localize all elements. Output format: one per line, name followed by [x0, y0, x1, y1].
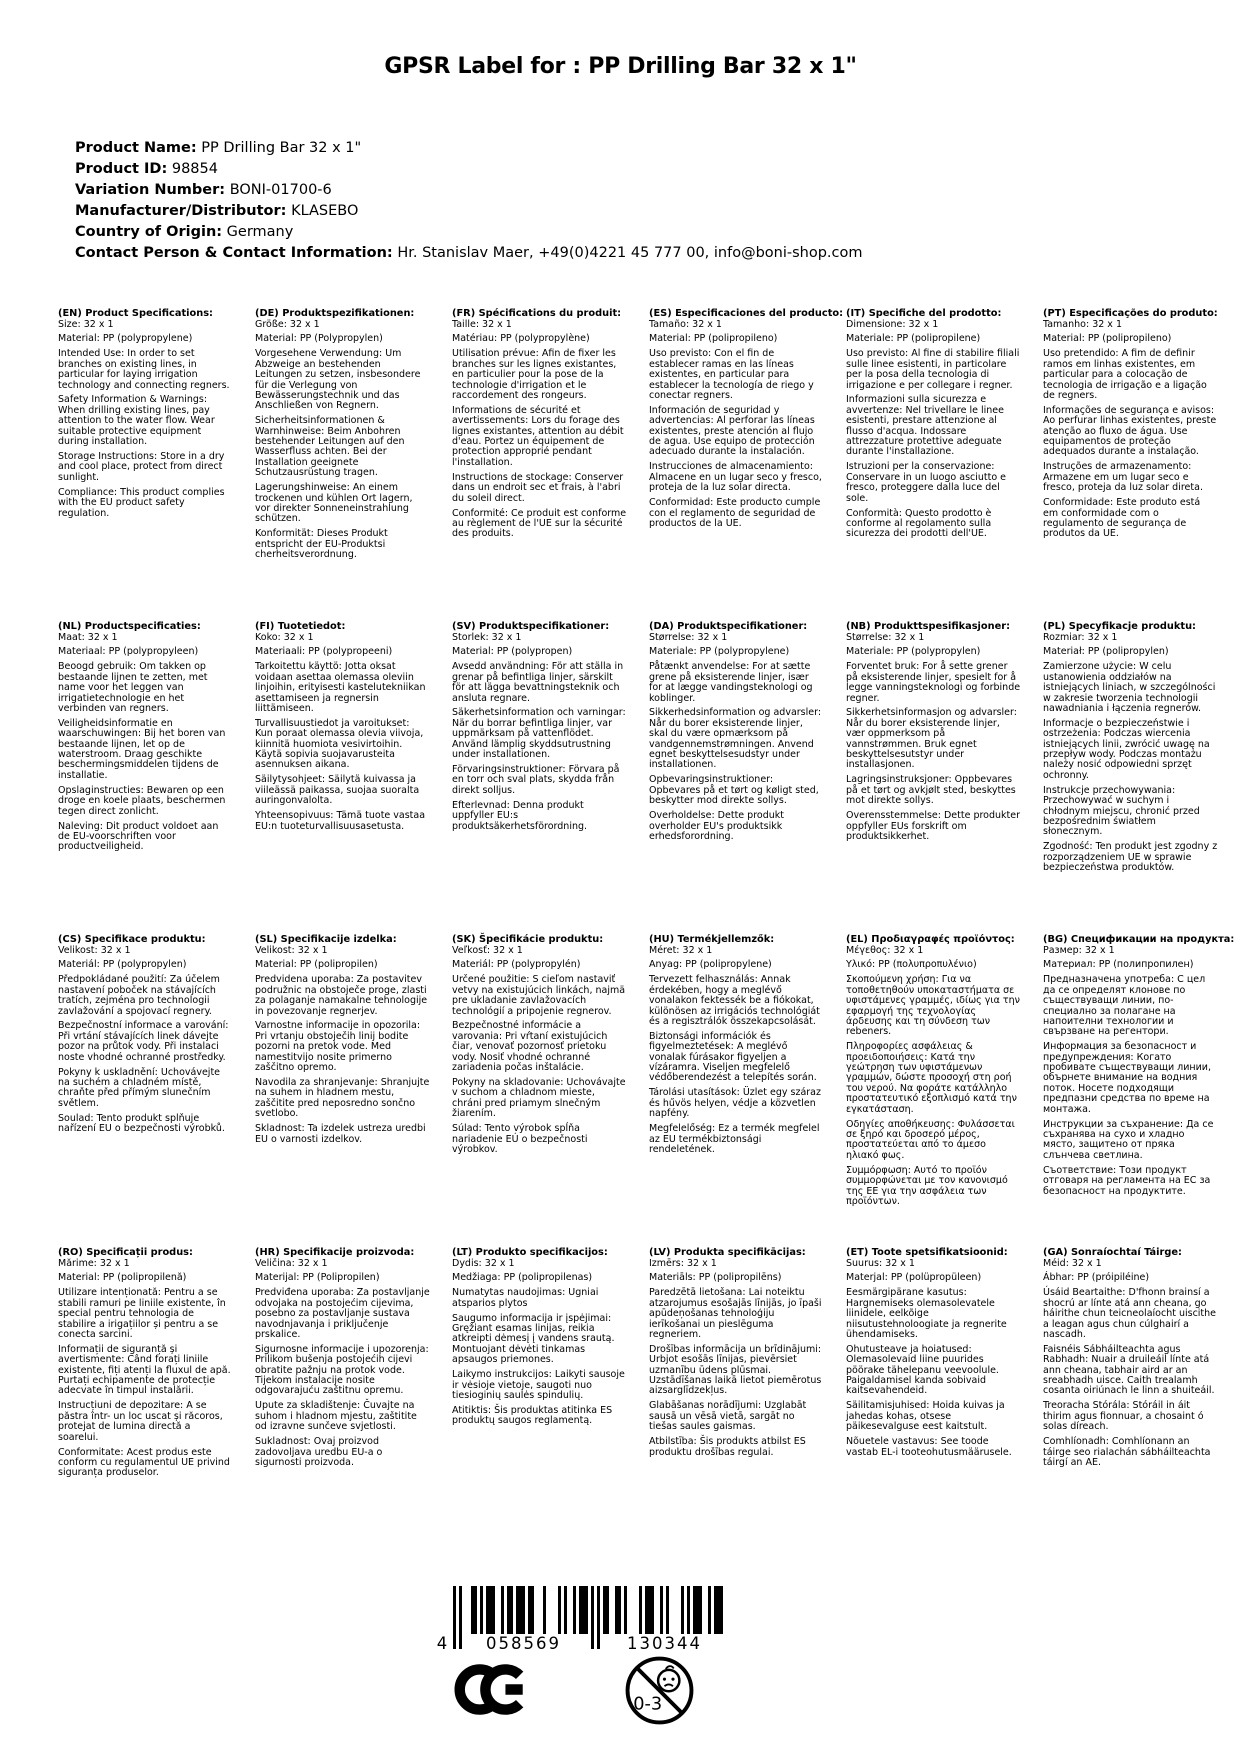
- spec-paragraph: Tervezett felhasználás: Annak érdekében, hogy a meglévő vonalakon fektessék be a fiókokat, különösen az irrigációs technológiát és a regisztrálók összekapcsolását.: [649, 974, 820, 1027]
- spec-paragraph: Materjal: PP (polüpropüleen): [846, 1272, 982, 1284]
- language-block-heading: (GA) Sonraíochtaí Táirge:: [1043, 1247, 1182, 1258]
- spec-paragraph: Informations de sécurité et avertissements: Lors du forage des lignes existantes, attention au débit d'eau. Portez un équipement de protection approprié pendant l'installation.: [452, 404, 624, 468]
- spec-paragraph: Navodila za shranjevanje: Shranjujte na suhem in hladnem mestu, zaščitite pred neposredno sončno svetlobo.: [255, 1076, 430, 1120]
- age-warning-text: 0-3: [633, 1694, 663, 1715]
- spec-paragraph: Förvaringsinstruktioner: Förvara på en torr och sval plats, skydda från direkt solljus.: [452, 763, 620, 796]
- svg-text:130344: 130344: [627, 1634, 702, 1653]
- language-block-heading: (CS) Specifikace produktu:: [58, 934, 206, 945]
- spec-paragraph: Naleving: Dit product voldoet aan de EU-voorschriften voor productveiligheid.: [58, 820, 219, 853]
- spec-paragraph: Conformidad: Este producto cumple con el reglamento de seguridad de productos de la UE.: [649, 497, 821, 529]
- spec-paragraph: Velikost: 32 x 1: [58, 944, 131, 956]
- spec-paragraph: Materiāls: PP (polipropilēns): [649, 1272, 782, 1284]
- spec-paragraph: Pokyny na skladovanie: Uchovávajte v suchom a chladnom mieste, chráni pred priamym slnečným žiarením.: [452, 1076, 626, 1120]
- language-block-it: [846, 308, 1021, 621]
- spec-paragraph: Glabāšanas norādījumi: Uzglabāt sausā un vēsā vietā, sargāt no tiešas saules gaismas.: [649, 1400, 807, 1433]
- spec-paragraph: Saugumo informacija ir įspėjimai: Gręžiant esamas linijas, reikia atkreipti dėmesį į vandens srautą. Montuojant dėvėti tinkamas apsaugos priemones.: [452, 1312, 615, 1366]
- product-info-label: Country of Origin:: [75, 224, 223, 240]
- spec-paragraph: Предназначена употреба: С цел да се определят клонове по съществуващи линии, по-специално за полагане на напоителни технологии и свързване на регентори.: [1043, 974, 1206, 1038]
- svg-text:058569: 058569: [486, 1634, 561, 1653]
- spec-paragraph: Ábhar: PP (próipiléine): [1043, 1272, 1150, 1284]
- spec-paragraph: Instrukcje przechowywania: Przechowywać w suchym i chłodnym miejscu, chronić przed bezpośrednim światłem słonecznym.: [1043, 784, 1200, 838]
- spec-paragraph: Информация за безопасност и предупреждения: Когато пробивате съществуващи линии, обърнете внимание на водния поток. Носете подходящи предпазни средства по време на монтажа.: [1043, 1041, 1211, 1115]
- spec-paragraph: Material: PP (polipropilenă): [58, 1272, 187, 1284]
- spec-paragraph: Bezpečnostné informácie a varovania: Pri vŕtaní existujúcich čiar, venovať pozornosť prietoku vody. Nosiť vhodné ochranné zariadenia počas inštalácie.: [452, 1020, 608, 1074]
- language-block-lv: [649, 1247, 824, 1560]
- spec-paragraph: Eesmärgipärane kasutus: Hargnemiseks olemasolevatele liinidele, eelkõige niisutustehnoloogiate ja regnerite ühendamiseks.: [846, 1287, 1007, 1340]
- spec-paragraph: Størrelse: 32 x 1: [846, 631, 925, 643]
- product-info-row: [75, 243, 863, 264]
- language-block-de: [255, 308, 430, 621]
- language-block-pl: [1043, 621, 1218, 934]
- language-block-es: [649, 308, 844, 621]
- spec-paragraph: Zamierzone użycie: W celu ustanowienia oddziałów na istniejących liniach, w szczególności w zakresie tworzenia technologii nawadniania i łączenia regnerów.: [1043, 661, 1216, 714]
- language-block-el: [846, 934, 1021, 1247]
- spec-paragraph: Upute za skladištenje: Čuvajte na suhom i hladnom mjestu, zaštitite od izravne sunčeve svjetlosti.: [255, 1400, 417, 1433]
- language-block-nb: [846, 621, 1021, 934]
- spec-paragraph: Размер: 32 x 1: [1043, 944, 1115, 956]
- spec-paragraph: Drošības informācija un brīdinājumi: Urbjot esošās līnijas, pievērsiet uzmanību ūdens plūsmai. Uzstādīšanas laikā lietot piemērotus aizsarglīdzekļus.: [649, 1343, 822, 1397]
- spec-paragraph: Taille: 32 x 1: [452, 318, 512, 330]
- ce-mark-icon: [452, 1663, 534, 1720]
- spec-paragraph: Sukladnost: Ovaj proizvod zadovoljava uredbu EU-a o sigurnosti proizvoda.: [255, 1436, 383, 1468]
- product-info-label: Manufacturer/Distributor:: [75, 203, 287, 219]
- spec-paragraph: Instructions de stockage: Conserver dans un endroit sec et frais, à l'abri du soleil direct.: [452, 471, 624, 504]
- spec-paragraph: Overholdelse: Dette produkt overholder EU's produktsikk erhedsforordning.: [649, 810, 784, 842]
- spec-paragraph: Izmērs: 32 x 1: [649, 1257, 717, 1269]
- spec-paragraph: Materiał: PP (polipropylen): [1043, 646, 1169, 658]
- spec-paragraph: Sigurnosne informacije i upozorenja: Prilikom bušenja postojećih cijevi obratite pažnju na protok vode. Tijekom instalacije nosite odgovarajuću zaštitnu opremu.: [255, 1343, 429, 1397]
- spec-paragraph: Predvidena uporaba: Za postavitev podružnic na obstoječe proge, zlasti za polaganje namakalne tehnologije in povezovanje regnerjev.: [255, 974, 428, 1017]
- spec-paragraph: Matériau: PP (polypropylène): [452, 333, 590, 345]
- spec-paragraph: Μέγεθος: 32 x 1: [846, 944, 924, 956]
- page-title: GPSR Label for : PP Drilling Bar 32 x 1": [384, 54, 857, 79]
- spec-paragraph: Conformità: Questo prodotto è conforme al regolamento sulla sicurezza dei prodotti dell'UE.: [846, 507, 992, 540]
- spec-paragraph: Instrucțiuni de depozitare: A se păstra într- un loc uscat și răcoros, protejat de lumina directă a soarelui.: [58, 1400, 223, 1443]
- language-block-et: [846, 1247, 1021, 1560]
- spec-paragraph: Størrelse: 32 x 1: [649, 631, 728, 643]
- spec-paragraph: Υλικό: PP (πολυπροπυλένιο): [846, 959, 977, 971]
- spec-paragraph: Sicherheitsinformationen & Warnhinweise: Beim Anbohren bestehender Leitungen auf den Wasserfluss achten. Bei der Installation geeignete Schutzausrüstung tragen.: [255, 415, 405, 479]
- spec-paragraph: Veiligheidsinformatie en waarschuwingen: Bij het boren van bestaande lijnen, let op de waterstroom. Draag geschikte beschermingsmiddelen tijdens de installatie.: [58, 717, 226, 781]
- spec-paragraph: Opbevaringsinstruktioner: Opbevares på et tørt og køligt sted, beskytter mod direkte sollys.: [649, 774, 819, 807]
- language-block-heading: (FR) Spécifications du produit:: [452, 308, 622, 319]
- product-info-row: [75, 180, 863, 201]
- spec-paragraph: Opslaginstructies: Bewaren op een droge en koele plaats, beschermen tegen direct zonlicht.: [58, 784, 226, 817]
- spec-paragraph: Biztonsági információk és figyelmeztetések: A meglévő vonalak fúrásakor figyeljen a vízáramra. Viseljen megfelelő védőberendezést a telepítés során.: [649, 1030, 817, 1084]
- spec-paragraph: Sikkerhedsinformation og advarsler: Når du borer eksisterende linjer, skal du være opmærksom på vandgennemstrømningen. Anvend egnet beskyttelsesudstyr under installationen.: [649, 707, 822, 771]
- product-info-label: Product ID:: [75, 161, 168, 177]
- language-block-heading: (EL) Προδιαγραφές προϊόντος:: [846, 934, 1015, 945]
- spec-paragraph: Informações de segurança e avisos: Ao perfurar linhas existentes, preste atenção ao fluxo de água. Use equipamentos de proteção adequados durante a instalação.: [1043, 404, 1217, 458]
- spec-paragraph: Nõuetele vastavus: See toode vastab EL-i tooteohutusmäärusele.: [846, 1436, 1012, 1458]
- spec-paragraph: Laikymo instrukcijos: Laikyti sausoje ir vėsioje vietoje, saugoti nuo tiesioginių saulės spindulių.: [452, 1369, 625, 1401]
- ean13-barcode: [432, 1586, 742, 1657]
- spec-paragraph: Úsáid Beartaithe: D'fhonn brainsí a shocrú ar línte atá ann cheana, go háirithe chun teicneolaíocht uiscithe a leagan agus chun cúlghairí a nascadh.: [1043, 1287, 1217, 1340]
- spec-paragraph: Faisnéis Sábháilteachta agus Rabhadh: Nuair a druileáil línte atá ann cheana, tabhair aird ar an sreabhadh uisce. Caith trealamh cosanta oiriúnach le linn a shuiteáil.: [1043, 1343, 1215, 1397]
- spec-paragraph: Dimensione: 32 x 1: [846, 318, 939, 330]
- spec-paragraph: Σκοπούμενη χρήση: Για να τοποθετηθούν υποκαταστήματα σε υφιστάμενες γραμμές, ιδίως για την εφαρμογή της τεχνολογίας άρδευσης και τη σύνδεση των rebeners.: [846, 974, 1020, 1038]
- product-info-row: [75, 222, 863, 243]
- language-block-heading: (HU) Termékjellemzők:: [649, 934, 775, 945]
- language-block-heading: (RO) Specificații produs:: [58, 1247, 193, 1258]
- language-block-heading: (FI) Tuotetiedot:: [255, 621, 346, 632]
- spec-paragraph: Πληροφορίες ασφάλειας & προειδοποιήσεις: Κατά την γεώτρηση των υφιστάμενων γραμμών, δώστε προσοχή στη ροή του νερού. Να φοράτε κατάλληλο προστατευτικό εξοπλισμό κατά την εγκατάσταση.: [846, 1041, 1017, 1115]
- spec-paragraph: Material: PP (polipropileno): [1043, 333, 1172, 345]
- spec-paragraph: Utilisation prévue: Afin de fixer les branches sur les lignes existantes, en particulier pour la pose de la technologie d'irrigation et le raccordement des rongeurs.: [452, 348, 617, 401]
- spec-paragraph: Material: PP (polypropylene): [58, 333, 193, 345]
- language-block-heading: (EN) Product Specifications:: [58, 308, 213, 319]
- spec-paragraph: Größe: 32 x 1: [255, 318, 320, 330]
- spec-paragraph: Informații de siguranță și avertismente: Când forați liniile existente, fiți atenți la fluxul de apă. Purtați echipamente de protecție adecvate în timpul instalării.: [58, 1343, 231, 1397]
- language-block-pt: [1043, 308, 1218, 621]
- spec-paragraph: Konformität: Dieses Produkt entspricht der EU-Produktsi cherheitsverordnung.: [255, 528, 388, 561]
- spec-paragraph: Información de seguridad y advertencias: Al perforar las líneas existentes, preste atención al flujo de agua. Use equipo de protección adecuado durante la instalación.: [649, 404, 815, 458]
- language-block-nl: [58, 621, 233, 934]
- language-block-sl: [255, 934, 430, 1247]
- spec-paragraph: Soulad: Tento produkt splňuje nařízení EU o bezpečnosti výrobků.: [58, 1112, 225, 1135]
- spec-paragraph: Dydis: 32 x 1: [452, 1257, 515, 1269]
- language-block-sv: [452, 621, 627, 934]
- spec-paragraph: Bezpečnostní informace a varování: Při vrtání stávajících linek dávejte pozor na průtok vody. Při instalaci noste vhodné ochranné prostředky.: [58, 1020, 229, 1063]
- product-info-value: KLASEBO: [286, 203, 359, 219]
- spec-paragraph: Megfelelőség: Ez a termék megfelel az EU termékbiztonsági rendeletének.: [649, 1123, 820, 1155]
- language-block-heading: (DA) Produktspecifikationer:: [649, 621, 808, 632]
- spec-paragraph: Instruções de armazenamento: Armazene em um lugar seco e fresco, proteja da luz solar direta.: [1043, 461, 1203, 494]
- language-block-heading: (SV) Produktspecifikationer:: [452, 621, 610, 632]
- language-block-heading: (DE) Produktspezifikationen:: [255, 308, 415, 319]
- product-info-row: [75, 138, 863, 159]
- spec-paragraph: Materiale: PP (polypropylen): [846, 646, 981, 658]
- language-block-hr: [255, 1247, 430, 1560]
- spec-paragraph: Atbilstība: Šis produkts atbilst ES produktu drošības regulai.: [649, 1436, 806, 1458]
- spec-paragraph: Storage Instructions: Store in a dry and cool place, protect from direct sunlight.: [58, 450, 225, 483]
- spec-paragraph: Skladnost: Ta izdelek ustreza uredbi EU o varnosti izdelkov.: [255, 1123, 426, 1145]
- spec-paragraph: Tárolási utasítások: Üzlet egy száraz és hűvös helyen, védje a közvetlen napfény.: [649, 1087, 821, 1120]
- spec-paragraph: Lagerungshinweise: An einem trockenen und kühlen Ort lagern, vor direkter Sonneneinstrahlung schützen.: [255, 482, 413, 525]
- language-block-da: [649, 621, 824, 934]
- language-block-heading: (BG) Спецификации на продукта:: [1043, 934, 1235, 945]
- spec-paragraph: Tamanho: 32 x 1: [1043, 318, 1122, 330]
- language-block-heading: (SL) Specifikacije izdelka:: [255, 934, 397, 945]
- spec-paragraph: Tamaño: 32 x 1: [649, 318, 722, 330]
- spec-paragraph: Conformité: Ce produit est conforme au règlement de l'UE sur la sécurité des produits.: [452, 507, 627, 540]
- spec-paragraph: Συμμόρφωση: Αυτό το προϊόν συμμορφώνεται με τον κανονισμό της ΕΕ για την ασφάλεια των προϊόντων.: [846, 1164, 1008, 1207]
- spec-paragraph: Conformidade: Este produto está em conformidade com o regulamento de segurança de produtos da UE.: [1043, 497, 1201, 540]
- spec-paragraph: Předpokládané použití: Za účelem nastavení poboček na stávajících tratích, zejména pro technologii zavlažování a spojovací regnery.: [58, 974, 220, 1017]
- language-block-lt: [452, 1247, 627, 1560]
- spec-paragraph: Maat: 32 x 1: [58, 631, 118, 643]
- spec-paragraph: Veľkosť: 32 x 1: [452, 944, 523, 956]
- language-block-heading: (SK) Špecifikácie produktu:: [452, 934, 604, 945]
- product-info-value: PP Drilling Bar 32 x 1": [196, 140, 362, 156]
- language-block-en: [58, 308, 233, 621]
- spec-paragraph: Инструкции за съхранение: Да се съхранява на сухо и хладно място, защитено от пряка слънчева светлина.: [1043, 1118, 1214, 1161]
- spec-paragraph: Koko: 32 x 1: [255, 631, 314, 643]
- language-block-hu: [649, 934, 824, 1247]
- spec-paragraph: Suurus: 32 x 1: [846, 1257, 915, 1269]
- spec-paragraph: Material: PP (polipropilen): [255, 959, 378, 971]
- age-warning-icon: [624, 1655, 695, 1730]
- spec-paragraph: Overensstemmelse: Dette produkter oppfyller EUs forskrift om produktsikkerhet.: [846, 810, 1021, 842]
- spec-paragraph: Materiál: PP (polypropylen): [58, 959, 187, 971]
- spec-paragraph: Pokyny k uskladnění: Uchovávejte na suchém a chladném místě, chraňte před přímým slunečním světlem.: [58, 1066, 221, 1109]
- spec-paragraph: Uso previsto: Con el fin de establecer ramas en las líneas existentes, en particular para establecer la tecnología de riego y conectar regners.: [649, 348, 814, 401]
- spec-paragraph: Informazioni sulla sicurezza e avvertenze: Nel trivellare le linee esistenti, prestare attenzione al flusso d'acqua. Indossare attrezzature protettive adeguate durante l'installazione.: [846, 394, 1004, 458]
- spec-paragraph: Paredzētā lietošana: Lai noteiktu atzarojumus esošajās līnijās, jo īpaši apūdeņošanas tehnoloģiju ierīkošanai un pieslēguma regneriem.: [649, 1287, 822, 1340]
- spec-paragraph: Istruzioni per la conservazione: Conservare in un luogo asciutto e fresco, proteggere dalla luce del sole.: [846, 461, 1007, 504]
- product-info-label: Variation Number:: [75, 182, 226, 198]
- spec-paragraph: Compliance: This product complies with the EU product safety regulation.: [58, 486, 225, 519]
- spec-paragraph: Méid: 32 x 1: [1043, 1257, 1102, 1269]
- language-block-sk: [452, 934, 627, 1247]
- spec-paragraph: Medžiaga: PP (polipropilenas): [452, 1272, 593, 1284]
- spec-paragraph: Säilitamisjuhised: Hoida kuivas ja jahedas kohas, otsese päikesevalguse eest kaitstult.: [846, 1400, 1005, 1433]
- spec-paragraph: Ohutusteave ja hoiatused: Olemasolevaid liine puurides pöörake tähelepanu veevoolule. Paigaldamisel kanda sobivaid kaitsevahendeid.: [846, 1343, 999, 1397]
- spec-paragraph: Varnostne informacije in opozorila: Pri vrtanju obstoječih linij bodite pozorni na pretok vode. Med namestitvijo nosite primerno zaščitno opremo.: [255, 1020, 421, 1074]
- spec-paragraph: Materijal: PP (Polipropilen): [255, 1272, 380, 1284]
- spec-paragraph: Uso previsto: Al fine di stabilire filiali sulle linee esistenti, in particolare per la posa della tecnologia di irrigazione e per collegare i regner.: [846, 348, 1020, 391]
- spec-paragraph: Súlad: Tento výrobok spĺňa nariadenie EÚ o bezpečnosti výrobkov.: [452, 1123, 588, 1155]
- spec-paragraph: Sikkerhetsinformasjon og advarsler: Når du borer eksisterende linjer, vær oppmerksom på vannstrømmen. Bruk egnet beskyttelsesutstyr under installasjonen.: [846, 707, 1017, 771]
- product-info-value: Germany: [222, 224, 294, 240]
- spec-paragraph: Predviđena uporaba: Za postavljanje odvojaka na postojećim cijevima, posebno za postavljanje sustava navodnjavanja i priključenje prskalice.: [255, 1287, 430, 1340]
- spec-paragraph: Säkerhetsinformation och varningar: När du borrar befintliga linjer, var uppmärksam på vattenflödet. Använd lämplig skyddsutrustning under installationen.: [452, 707, 626, 761]
- language-block-fi: [255, 621, 430, 934]
- spec-paragraph: Storlek: 32 x 1: [452, 631, 522, 643]
- spec-paragraph: Turvallisuustiedot ja varoitukset: Kun poraat olemassa olevia viivoja, kiinnitä huomiota vesivirtoihin. Käytä sopivia suojavarusteita asennuksen aikana.: [255, 717, 424, 771]
- product-info-value: Hr. Stanislav Maer, +49(0)4221 45 777 00, info@boni-shop.com: [392, 245, 863, 261]
- spec-paragraph: Zgodność: Ten produkt jest zgodny z rozporządzeniem UE w sprawie bezpieczeństwa produktów.: [1043, 841, 1218, 874]
- language-block-heading: (PL) Specyfikacje produktu:: [1043, 621, 1196, 632]
- spec-paragraph: Méret: 32 x 1: [649, 944, 713, 956]
- language-block-heading: (IT) Specifiche del prodotto:: [846, 308, 1002, 319]
- product-info-label: Contact Person & Contact Information:: [75, 245, 393, 261]
- spec-paragraph: Vorgesehene Verwendung: Um Abzweige an bestehenden Leitungen zu setzen, insbesondere für die Verlegung von Bewässerungstechnik und das Anschließen von Regnern.: [255, 348, 421, 412]
- spec-paragraph: Intended Use: In order to set branches on existing lines, in particular for laying irrigation technology and connecting regners.: [58, 348, 230, 391]
- product-info-value: BONI-01700-6: [225, 182, 332, 198]
- language-block-heading: (NL) Productspecificaties:: [58, 621, 201, 632]
- spec-paragraph: Materiaali: PP (polypropeeni): [255, 646, 393, 658]
- spec-paragraph: Yhteensopivuus: Tämä tuote vastaa EU:n tuoteturvallisuusasetusta.: [255, 810, 426, 832]
- spec-paragraph: Anyag: PP (polipropylene): [649, 959, 772, 971]
- spec-paragraph: Materiaal: PP (polypropyleen): [58, 646, 199, 658]
- product-info-row: [75, 201, 863, 222]
- language-block-bg: [1043, 934, 1235, 1247]
- spec-paragraph: Utilizare intenționată: Pentru a se stabili ramuri pe liniile existente, în special pentru tehnologia de stabilire a irigațiilor și pentru a se conecta sarcini.: [58, 1287, 226, 1340]
- language-block-heading: (ES) Especificaciones del producto:: [649, 308, 844, 319]
- spec-paragraph: Rozmiar: 32 x 1: [1043, 631, 1118, 643]
- svg-text:4: 4: [436, 1634, 448, 1653]
- spec-paragraph: Lagringsinstruksjoner: Oppbevares på et tørt og avkjølt sted, beskyttes mot direkte sollys.: [846, 774, 1016, 807]
- spec-paragraph: Säilytysohjeet: Säilytä kuivassa ja viileässä paikassa, suojaa suoralta auringonvalolta.: [255, 774, 420, 807]
- spec-paragraph: Påtænkt anvendelse: For at sætte grene på eksisterende linjer, især for at lægge vandingsteknologi og koblinger.: [649, 661, 813, 704]
- language-block-ga: [1043, 1247, 1218, 1560]
- product-info-label: Product Name:: [75, 140, 197, 156]
- spec-paragraph: Mărime: 32 x 1: [58, 1257, 130, 1269]
- spec-paragraph: Tarkoitettu käyttö: Jotta oksat voidaan asettaa olemassa oleviin linjoihin, erityisesti kastelutekniikan asettamiseen ja regnersin liittämiseen.: [255, 661, 426, 714]
- language-block-heading: (LV) Produkta specifikācijas:: [649, 1247, 806, 1258]
- spec-paragraph: Материал: PP (полипропилен): [1043, 959, 1194, 971]
- language-block-heading: (ET) Toote spetsifikatsioonid:: [846, 1247, 1008, 1258]
- spec-paragraph: Atitiktis: Šis produktas atitinka ES produktų saugos reglamentą.: [452, 1404, 613, 1427]
- spec-paragraph: Comhlíonadh: Comhlíonann an táirge seo rialachán sábháilteachta táirgí an AE.: [1043, 1436, 1211, 1468]
- language-block-cs: [58, 934, 233, 1247]
- spec-paragraph: Forventet bruk: For å sette grener på eksisterende linjer, spesielt for å legge vanningsteknologi og forbinde regner.: [846, 661, 1021, 704]
- language-block-heading: (PT) Especificações do produto:: [1043, 308, 1218, 319]
- product-info-row: [75, 159, 863, 180]
- spec-paragraph: Material: PP (polypropen): [452, 646, 573, 658]
- spec-paragraph: Numatytas naudojimas: Ugniai atsparios plytos: [452, 1287, 599, 1309]
- language-block-heading: (HR) Specifikacije proizvoda:: [255, 1247, 415, 1258]
- language-grid: [58, 308, 1235, 1560]
- spec-paragraph: Materiál: PP (polypropylén): [452, 959, 581, 971]
- spec-paragraph: Size: 32 x 1: [58, 318, 114, 330]
- spec-paragraph: Avsedd användning: För att ställa in grenar på befintliga linjer, särskilt för att lägga bevattningsteknik och ansluta regnare.: [452, 661, 624, 704]
- product-info-value: 98854: [167, 161, 218, 177]
- spec-paragraph: Uso pretendido: A fim de definir ramos em linhas existentes, em particular para a colocação de tecnologia de irrigação e a ligação de regners.: [1043, 348, 1207, 401]
- spec-paragraph: Οδηγίες αποθήκευσης: Φυλάσσεται σε ξηρό και δροσερό μέρος, προστατεύεται από το άμεσο ηλιακό φως.: [846, 1118, 1015, 1161]
- spec-paragraph: Safety Information & Warnings: When drilling existing lines, pay attention to the water flow. Wear suitable protective equipment during installation.: [58, 394, 215, 448]
- spec-paragraph: Určené použitie: S cieľom nastaviť vetvy na existujúcich linkách, najmä pre ukladanie zavlažovacích technológií a pripojenie regnerov.: [452, 974, 626, 1017]
- product-info: [75, 138, 863, 264]
- spec-paragraph: Treoracha Stórála: Stóráil in áit thirim agus fionnuar, a chosaint ó solas díreach.: [1043, 1400, 1204, 1433]
- language-block-heading: (NB) Produkttspesifikasjoner:: [846, 621, 1010, 632]
- spec-paragraph: Veličina: 32 x 1: [255, 1257, 328, 1269]
- spec-paragraph: Material: PP (polipropileno): [649, 333, 778, 345]
- spec-paragraph: Съответствие: Този продукт отговаря на регламента на ЕС за безопасност на продуктите.: [1043, 1164, 1211, 1197]
- spec-paragraph: Conformitate: Acest produs este conform cu regulamentul UE privind siguranța produselor.: [58, 1446, 230, 1479]
- spec-paragraph: Velikost: 32 x 1: [255, 944, 328, 956]
- spec-paragraph: Materiale: PP (polypropylene): [649, 646, 790, 658]
- spec-paragraph: Informacje o bezpieczeństwie i ostrzeżenia: Podczas wiercenia istniejących linii, zwrócić uwagę na przepływ wody. Podczas montażu należy nosić odpowiedni sprzęt ochronny.: [1043, 717, 1210, 781]
- spec-paragraph: Material: PP (Polypropylen): [255, 333, 383, 345]
- language-block-heading: (LT) Produkto specifikacijos:: [452, 1247, 608, 1258]
- spec-paragraph: Efterlevnad: Denna produkt uppfyller EU:s produktsäkerhetsförordning.: [452, 799, 588, 832]
- spec-paragraph: Beoogd gebruik: Om takken op bestaande lijnen te zetten, met name voor het leggen van irrigatietechnologie en het verbinden van regners.: [58, 661, 208, 714]
- spec-paragraph: Materiale: PP (polipropilene): [846, 333, 981, 345]
- spec-paragraph: Instrucciones de almacenamiento: Almacene en un lugar seco y fresco, proteja de la luz solar directa.: [649, 461, 822, 494]
- language-block-fr: [452, 308, 627, 621]
- language-block-ro: [58, 1247, 233, 1560]
